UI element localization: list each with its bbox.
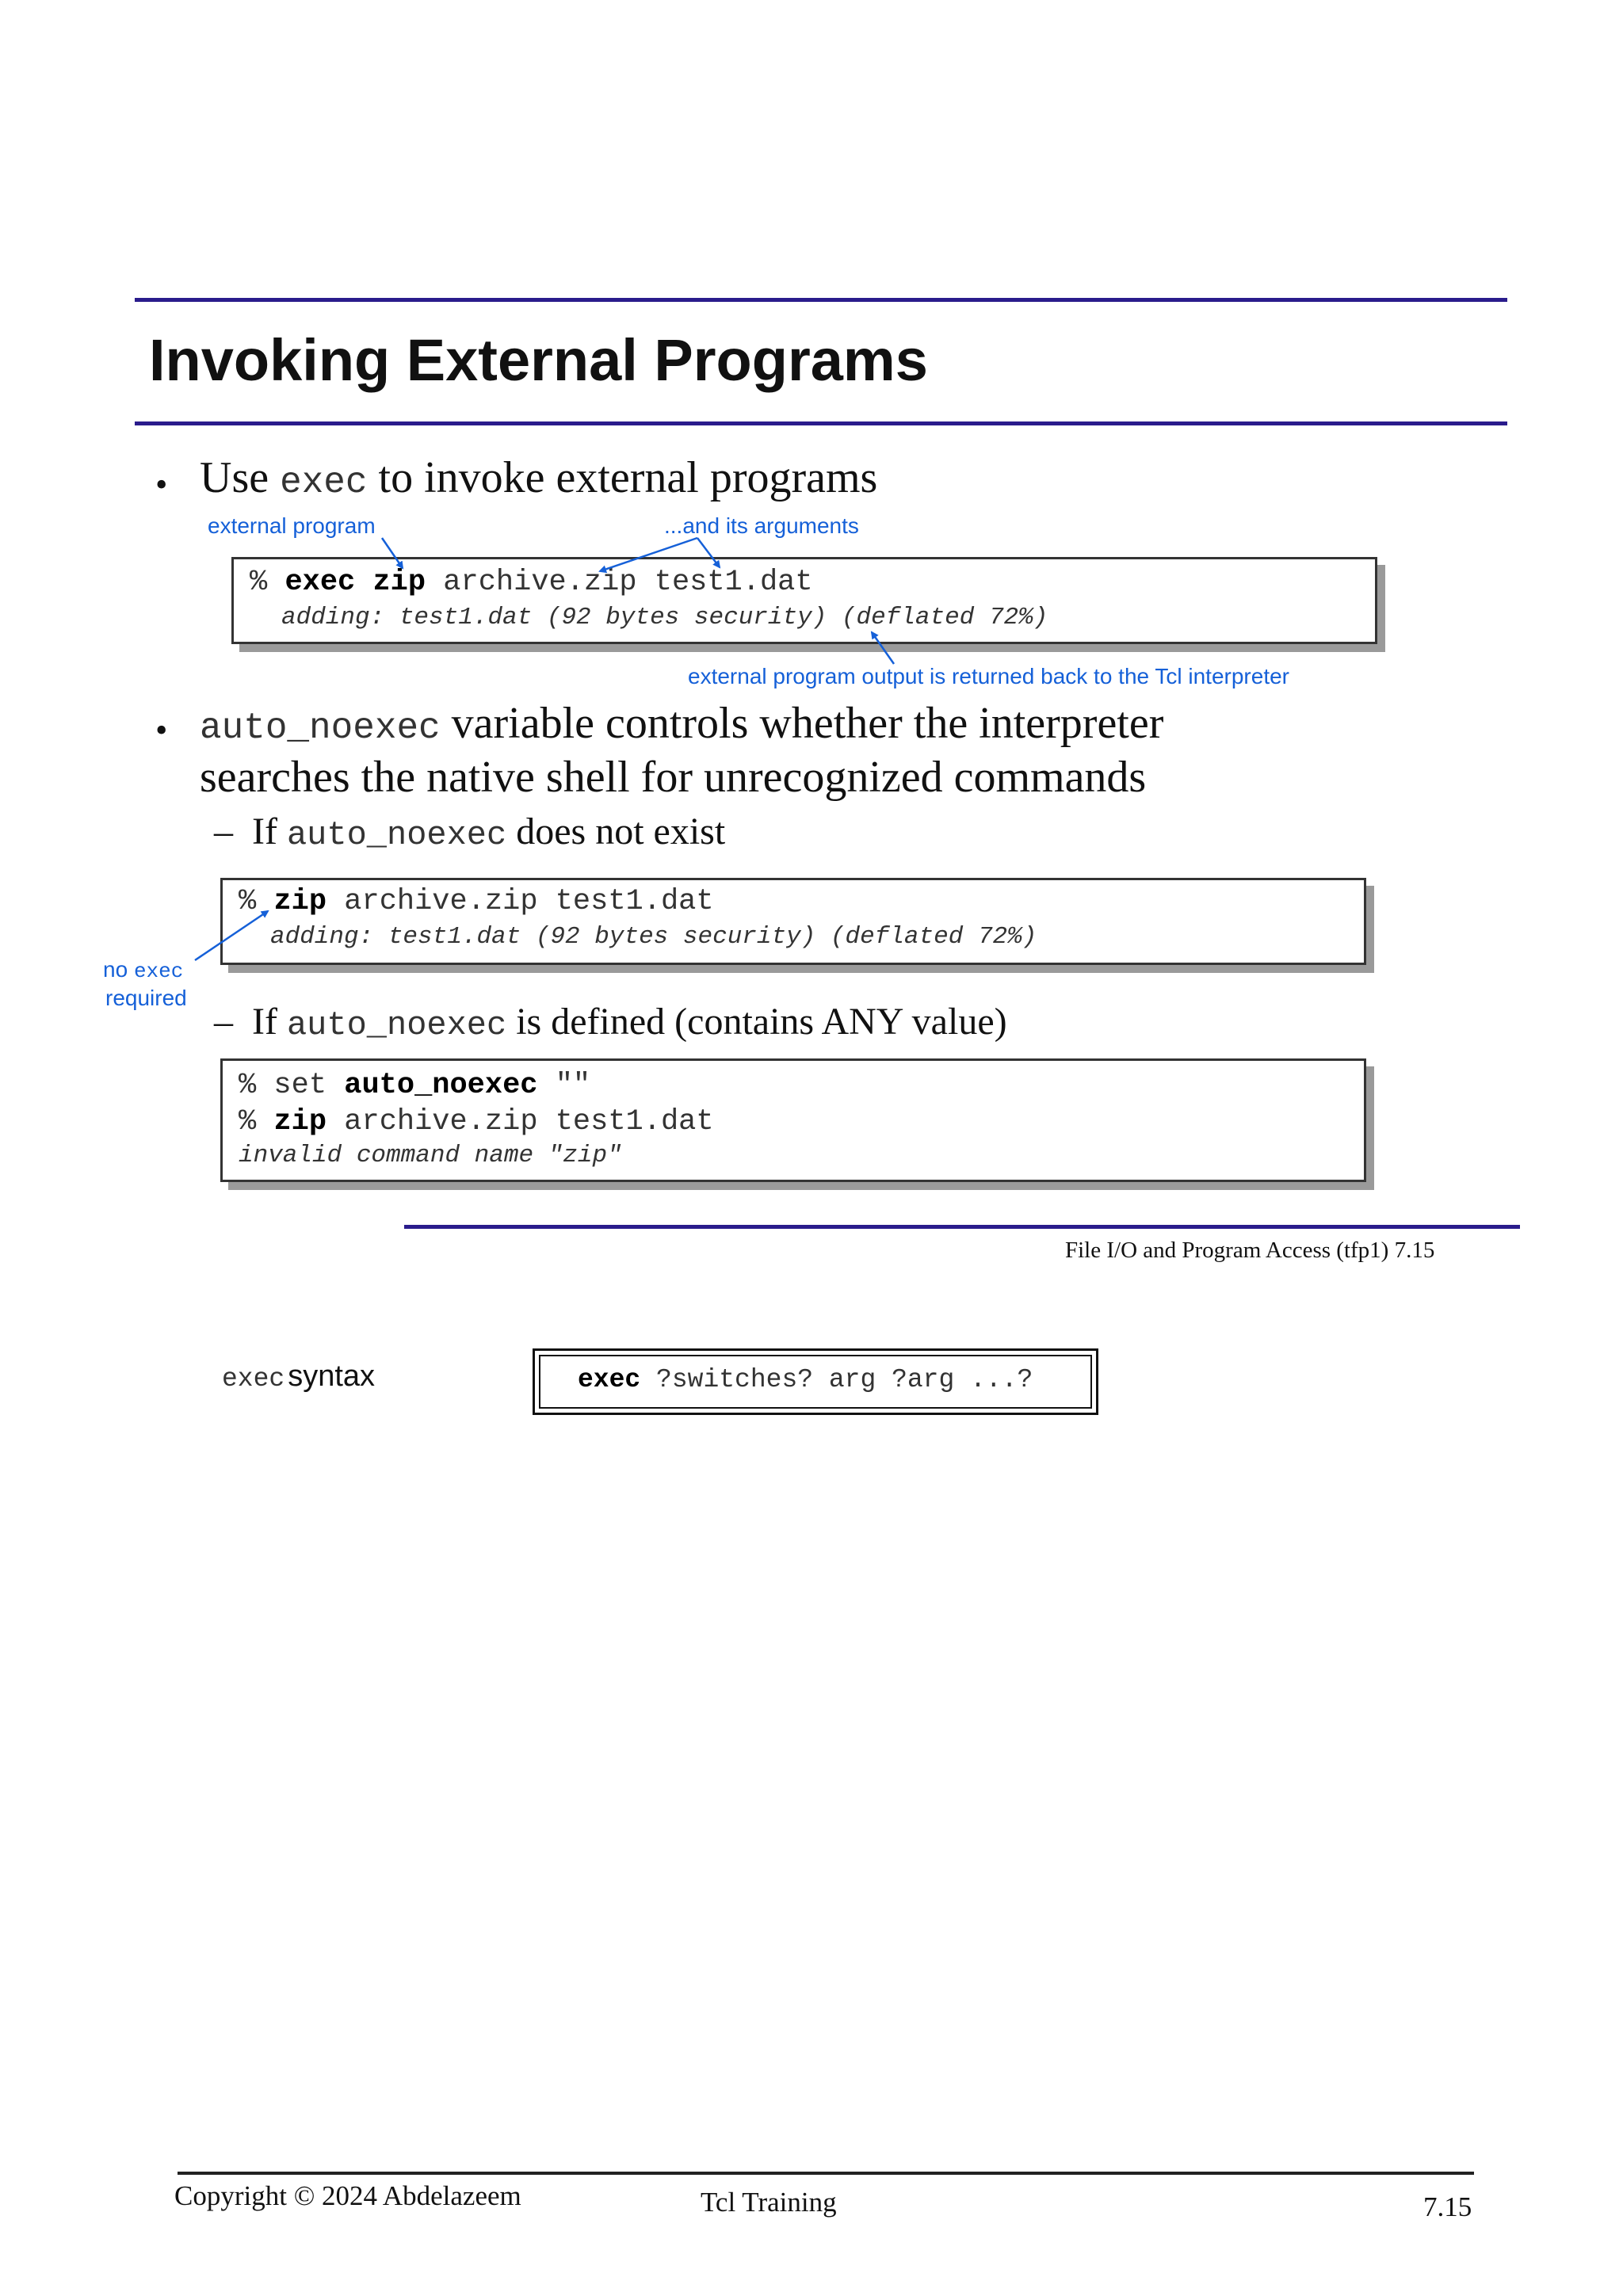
slide-footer: File I/O and Program Access (tfp1) 7.15 (1065, 1238, 1435, 1263)
code-line: % zip archive.zip test1.dat (239, 885, 714, 918)
sub-bullet-2: – If auto_noexec is defined (contains ANY value) (214, 1001, 1007, 1044)
bullet-2-line2: searches the native shell for unrecognized commands (200, 753, 1147, 802)
bullet-dot: • (155, 465, 168, 504)
footer-center: Tcl Training (701, 2187, 837, 2218)
code-output: invalid command name "zip" (239, 1142, 622, 1169)
syntax-label: exec syntax (222, 1360, 376, 1394)
syntax-box (533, 1348, 1098, 1415)
arrow-to-zip (382, 538, 403, 568)
code-line: % exec zip archive.zip test1.dat (250, 566, 813, 599)
bullet-dot: • (155, 711, 168, 749)
annotation-external-program: external program (208, 513, 376, 538)
bullet-1-code: exec (280, 462, 368, 503)
code-output: adding: test1.dat (92 bytes security) (deflated 72%) (270, 923, 1037, 951)
annotation-output-returned: external program output is returned back to the Tcl interpreter (688, 664, 1289, 688)
code-line: % set auto_noexec "" (239, 1069, 591, 1102)
annotation-no-exec: no exec (103, 957, 184, 983)
sub-bullet-1: – If auto_noexec does not exist (214, 810, 726, 854)
bullet-2-code: auto_noexec (200, 707, 441, 749)
bullet-1-suffix: to invoke external programs (378, 453, 878, 502)
annotation-arguments: ...and its arguments (664, 513, 859, 538)
page-title: Invoking External Programs (149, 327, 928, 393)
bullet-1-prefix: Use (200, 453, 269, 502)
code-line: % zip archive.zip test1.dat (239, 1105, 714, 1138)
page-footer-rule (178, 2172, 1474, 2175)
copyright: Copyright © 2024 Abdelazeem (174, 2180, 521, 2211)
page-number: 7.15 (1423, 2191, 1472, 2222)
arrow-to-zip-no-exec (195, 911, 268, 960)
arrow-to-test1 (697, 538, 720, 567)
code-output: adding: test1.dat (92 bytes security) (deflated 72%) (281, 604, 1048, 631)
syntax-text: exec ?switches? arg ?arg ...? (578, 1365, 1033, 1394)
annotation-required: required (105, 986, 187, 1010)
arrow-to-output (872, 632, 894, 664)
bullet-2-line1: variable controls whether the interpreter (451, 699, 1164, 748)
arrow-to-archive (600, 538, 697, 571)
